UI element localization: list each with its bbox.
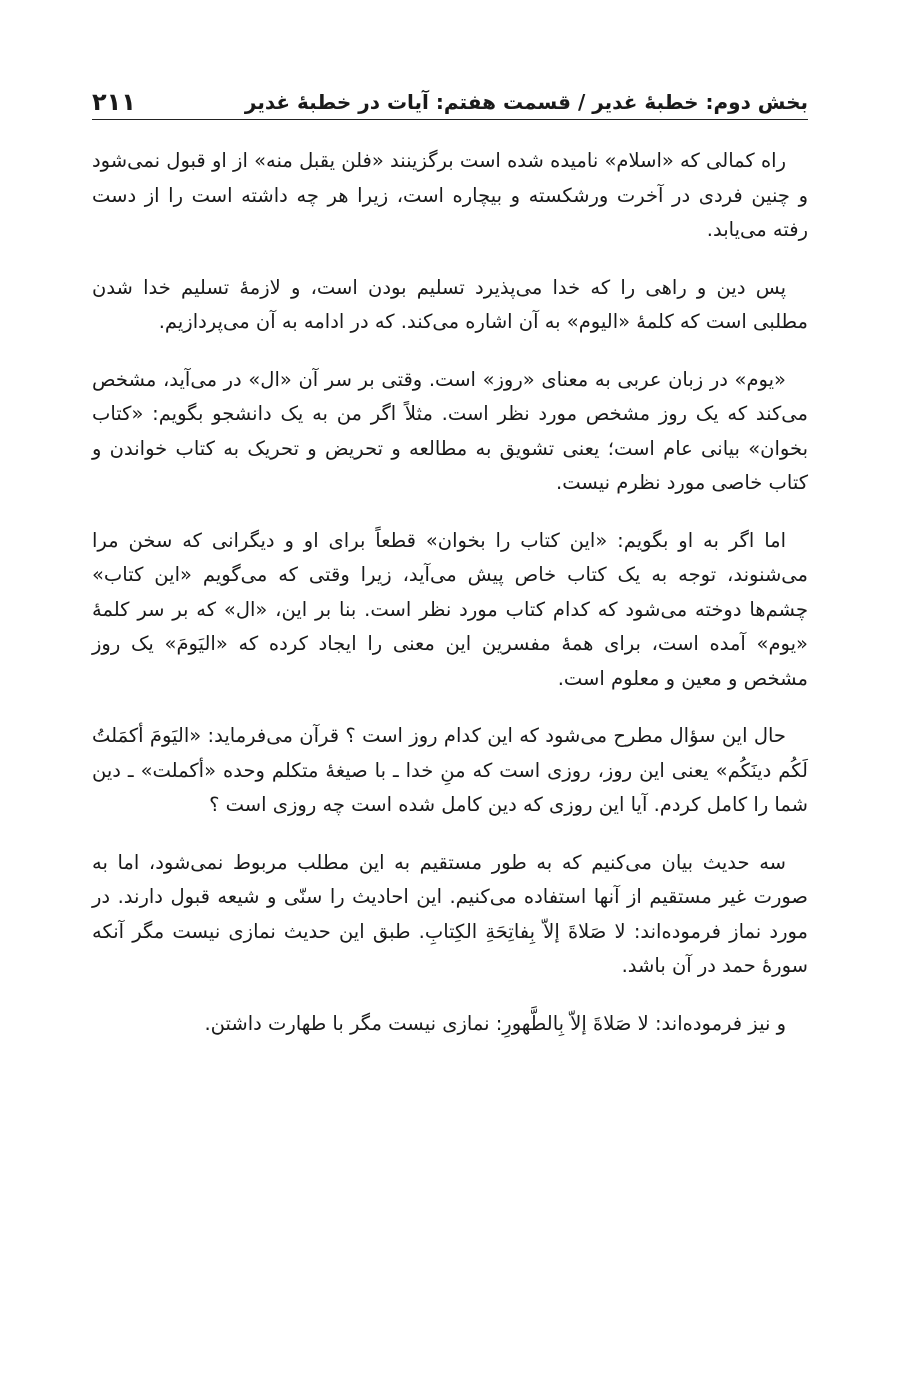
page-number: ۲۱۱ [92, 88, 136, 116]
page-header [92, 68, 808, 118]
running-head: بخش دوم: خطبهٔ غدیر / قسمت هفتم: آیات در خطبهٔ غدیر [244, 90, 808, 114]
paragraph-7: و نیز فرموده‌اند: لا صَلاةَ إلاّ بِالطَّهورِ: نمازی نیست مگر با طهارت داشتن. [204, 1011, 786, 1035]
paragraph-4: اما اگر به او بگویم: «این کتاب را بخوان» قطعاً برای او و دیگرانی که سخن مرا می‌شنوند، توجه به یک کتاب خاص پیش می‌آید، زیرا وقتی که می‌گویم «این کتاب» چشم‌ها دوخته می‌شود که کدام کتاب مورد نظر است. بنا بر این، «ال» که بر سر کلمهٔ «یوم» آمده است، برای همهٔ مفسرین این معنی را ایجاد کرده که «الیَومَ» یک روز مشخص و معین و معلوم است. [92, 528, 808, 690]
body-text [92, 144, 808, 1064]
paragraph-6: سه حدیث بیان می‌کنیم که به طور مستقیم به این مطلب مربوط نمی‌شود، اما به صورت غیر مستقیم از آنها استفاده می‌کنیم. این احادیث را سنّی و شیعه قبول دارند. در مورد نماز فرموده‌اند: لا صَلاةَ إلاّ بِفاتِحَةِ الکِتابِ. طبق این حدیث نمازی نیست مگر آنکه سورهٔ حمد در آن باشد. [92, 850, 808, 977]
paragraph-3: «یوم» در زبان عربی به معنای «روز» است. وقتی بر سر آن «ال» در می‌آید، مشخص می‌کند که یک روز مشخص مورد نظر است. مثلاً اگر من به یک دانشجو بگویم: «کتاب بخوان» بیانی عام است؛ یعنی تشویق به مطالعه و تحریض و تحریک به کتاب خواندن و کتاب خاصی مورد نظرم نیست. [92, 367, 808, 494]
header-rule [92, 119, 808, 120]
paragraph-5: حال این سؤال مطرح می‌شود که این کدام روز است ؟ قرآن می‌فرماید: «الیَومَ أکمَلتُ لَکُم دینَکُم» یعنی این روز، روزی است که منِ خدا ـ با صیغهٔ متکلم وحده «أکملت» ـ دین شما را کامل کردم. آیا این روزی که دین کامل شده است چه روزی است ؟ [92, 724, 808, 816]
paragraph-2: پس دین و راهی را که خدا می‌پذیرد تسلیم بودن است، و لازمهٔ تسلیم خدا شدن مطلبی است که کلمهٔ «الیوم» به آن اشاره می‌کند. که در ادامه به آن می‌پردازیم. [92, 275, 808, 333]
paragraph-1: راه کمالی که «اسلام» نامیده شده است برگزینند «فلن یقبل منه» از او قبول نمی‌شود و چنین فردی در آخرت ورشکسته و بیچاره است، زیرا هر چه داشته است را از دست رفته می‌یابد. [92, 149, 808, 241]
